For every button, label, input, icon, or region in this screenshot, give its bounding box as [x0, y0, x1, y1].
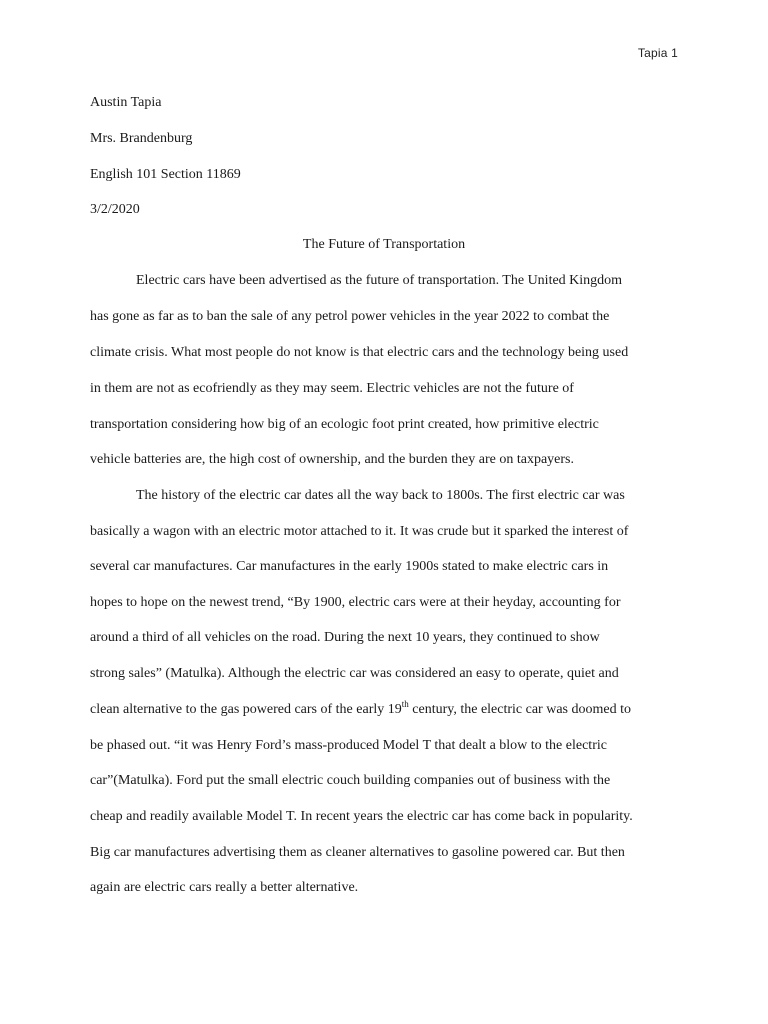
paragraph-line: again are electric cars really a better alternative. — [90, 880, 359, 895]
line-text: century, the electric car was doomed to — [408, 702, 631, 717]
course-name: English 101 Section 11869 — [90, 167, 241, 182]
paragraph-line: around a third of all vehicles on the road. During the next 10 years, they continued to show — [90, 630, 600, 645]
paragraph-line: climate crisis. What most people do not know is that electric cars and the technology being used — [90, 345, 629, 360]
paragraph-line: strong sales” (Matulka). Although the electric car was considered an easy to operate, quiet and — [90, 666, 619, 681]
paragraph-line — [90, 701, 690, 719]
paragraph-line: vehicle batteries are, the high cost of ownership, and the burden they are on taxpayers. — [90, 452, 574, 467]
paragraph-line: be phased out. “it was Henry Ford’s mass-produced Model T that dealt a blow to the electric — [90, 738, 607, 753]
instructor-name: Mrs. Brandenburg — [90, 131, 193, 146]
line-text: clean alternative to the gas powered cars of the early 19 — [90, 702, 402, 717]
running-head: Tapia 1 — [637, 46, 678, 60]
paragraph-line: has gone as far as to ban the sale of any petrol power vehicles in the year 2022 to combat the — [90, 309, 610, 324]
paragraph-line: transportation considering how big of an ecologic foot print created, how primitive electric — [90, 417, 599, 432]
paragraph-line: hopes to hope on the newest trend, “By 1900, electric cars were at their heyday, accounting for — [90, 595, 621, 610]
paragraph-line: The history of the electric car dates all the way back to 1800s. The first electric car was — [136, 488, 625, 503]
submission-date: 3/2/2020 — [90, 202, 140, 217]
paragraph-line: Big car manufactures advertising them as cleaner alternatives to gasoline powered car. But then — [90, 845, 625, 860]
ordinal-suffix: th — [401, 699, 409, 709]
essay-title: The Future of Transportation — [302, 237, 466, 252]
author-name: Austin Tapia — [90, 95, 162, 110]
paragraph-line: car”(Matulka). Ford put the small electric couch building companies out of business with the — [90, 773, 611, 788]
paragraph-line: basically a wagon with an electric motor attached to it. It was crude but it sparked the interest of — [90, 524, 629, 539]
paragraph-line: Electric cars have been advertised as the future of transportation. The United Kingdom — [136, 273, 623, 288]
paragraph-line: cheap and readily available Model T. In recent years the electric car has come back in popularity. — [90, 809, 633, 824]
paragraph-line: in them are not as ecofriendly as they may seem. Electric vehicles are not the future of — [90, 381, 574, 396]
paragraph-line: several car manufactures. Car manufactures in the early 1900s stated to make electric cars in — [90, 559, 609, 574]
